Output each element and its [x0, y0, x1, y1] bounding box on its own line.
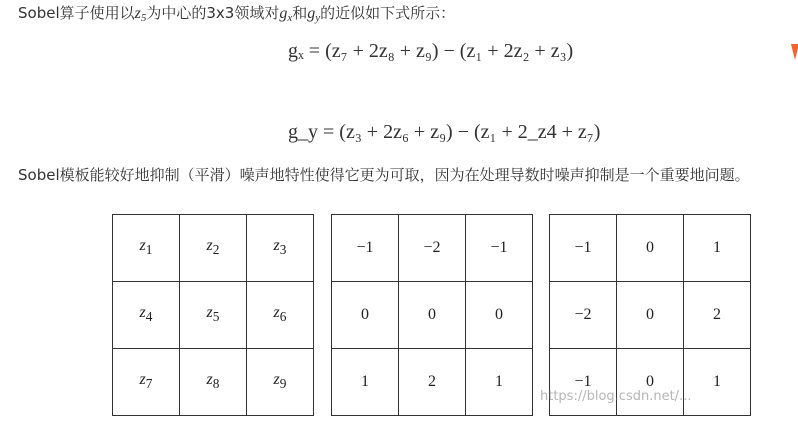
- cell-symbol: z: [139, 237, 146, 255]
- cell-subscript: 1: [145, 242, 153, 258]
- cell-subscript: 9: [279, 376, 287, 392]
- gx-sobel-mask: [549, 214, 751, 416]
- grid-cell: [247, 215, 314, 282]
- grid-cell: [113, 215, 180, 282]
- watermark-url: https://blog.csdn.net/...: [540, 389, 692, 404]
- grid-row: [332, 349, 533, 416]
- grid-cell: 2: [399, 349, 466, 416]
- grid-row: [332, 215, 533, 282]
- grid-cell: −2: [399, 215, 466, 282]
- grid-cell: 0: [617, 282, 684, 349]
- intro-suffix: 的近似如下式所示：: [320, 4, 456, 22]
- cell-symbol: z: [139, 304, 146, 322]
- grid-cell: 2: [684, 282, 751, 349]
- cell-subscript: 6: [279, 309, 287, 325]
- intro-prefix: Sobel算子使用以: [18, 4, 135, 22]
- gx-symbol: g: [279, 5, 288, 22]
- cell-symbol: z: [206, 237, 213, 255]
- grid-row: [550, 215, 751, 282]
- grid-cell: [113, 282, 180, 349]
- grid-cell: −1: [332, 215, 399, 282]
- intro-sentence: [18, 2, 455, 29]
- grid-cell: −2: [550, 282, 617, 349]
- grid-cell: 1: [684, 215, 751, 282]
- z-neighborhood-grid: [112, 214, 314, 416]
- gy-subscript: y: [315, 12, 321, 24]
- grid-cell: 0: [466, 282, 533, 349]
- gy-symbol: g: [307, 5, 316, 22]
- grid-cell: 0: [617, 215, 684, 282]
- grid-row: [113, 215, 314, 282]
- cell-subscript: 5: [212, 309, 220, 325]
- grid-cell: 0: [332, 282, 399, 349]
- orange-marker-icon: [791, 44, 798, 60]
- grid-cell: [247, 349, 314, 416]
- intro-middle: 为中心的3x3领域对: [146, 4, 280, 22]
- grid-row: [550, 349, 751, 416]
- grid-cell: −1: [550, 349, 617, 416]
- cell-subscript: 4: [145, 309, 153, 325]
- cell-subscript: 2: [212, 242, 220, 258]
- grid-row: [113, 349, 314, 416]
- grid-cell: [180, 215, 247, 282]
- cell-symbol: z: [139, 371, 146, 389]
- grid-cell: [180, 349, 247, 416]
- paragraph-text: Sobel模板能较好地抑制（平滑）噪声地特性使得它更为可取，因为在处理导数时噪声抑制是一个重要地问题。: [18, 166, 750, 184]
- cell-symbol: z: [206, 304, 213, 322]
- intro-and: 和: [292, 4, 308, 22]
- grid-cell: [180, 282, 247, 349]
- gy-sobel-mask: [331, 214, 533, 416]
- z5-symbol: z: [134, 5, 141, 22]
- grid-row: [113, 282, 314, 349]
- cell-subscript: 8: [212, 376, 220, 392]
- grid-row: [550, 282, 751, 349]
- cell-subscript: 7: [145, 376, 153, 392]
- grid-cell: 0: [399, 282, 466, 349]
- grid-cell: 1: [332, 349, 399, 416]
- cell-symbol: z: [206, 371, 213, 389]
- grid-cell: −1: [550, 215, 617, 282]
- z5-subscript: 5: [140, 12, 147, 24]
- equation-gy: g_y = (z₃ + 2z₆ + z₉) − (z₁ + 2_z4 + z₇): [288, 121, 601, 143]
- grid-cell: 1: [684, 349, 751, 416]
- grid-cell: [113, 349, 180, 416]
- grid-cell: 0: [617, 349, 684, 416]
- grid-cell: [247, 282, 314, 349]
- equation-gx: gₓ = (z₇ + 2z₈ + z₉) − (z₁ + 2z₂ + z₃): [288, 40, 574, 62]
- grid-row: [332, 282, 533, 349]
- gx-subscript: x: [287, 12, 293, 24]
- cell-subscript: 3: [279, 242, 287, 258]
- grid-cell: −1: [466, 215, 533, 282]
- cell-symbol: z: [273, 304, 280, 322]
- cell-symbol: z: [273, 371, 280, 389]
- grid-cell: 1: [466, 349, 533, 416]
- cell-symbol: z: [273, 237, 280, 255]
